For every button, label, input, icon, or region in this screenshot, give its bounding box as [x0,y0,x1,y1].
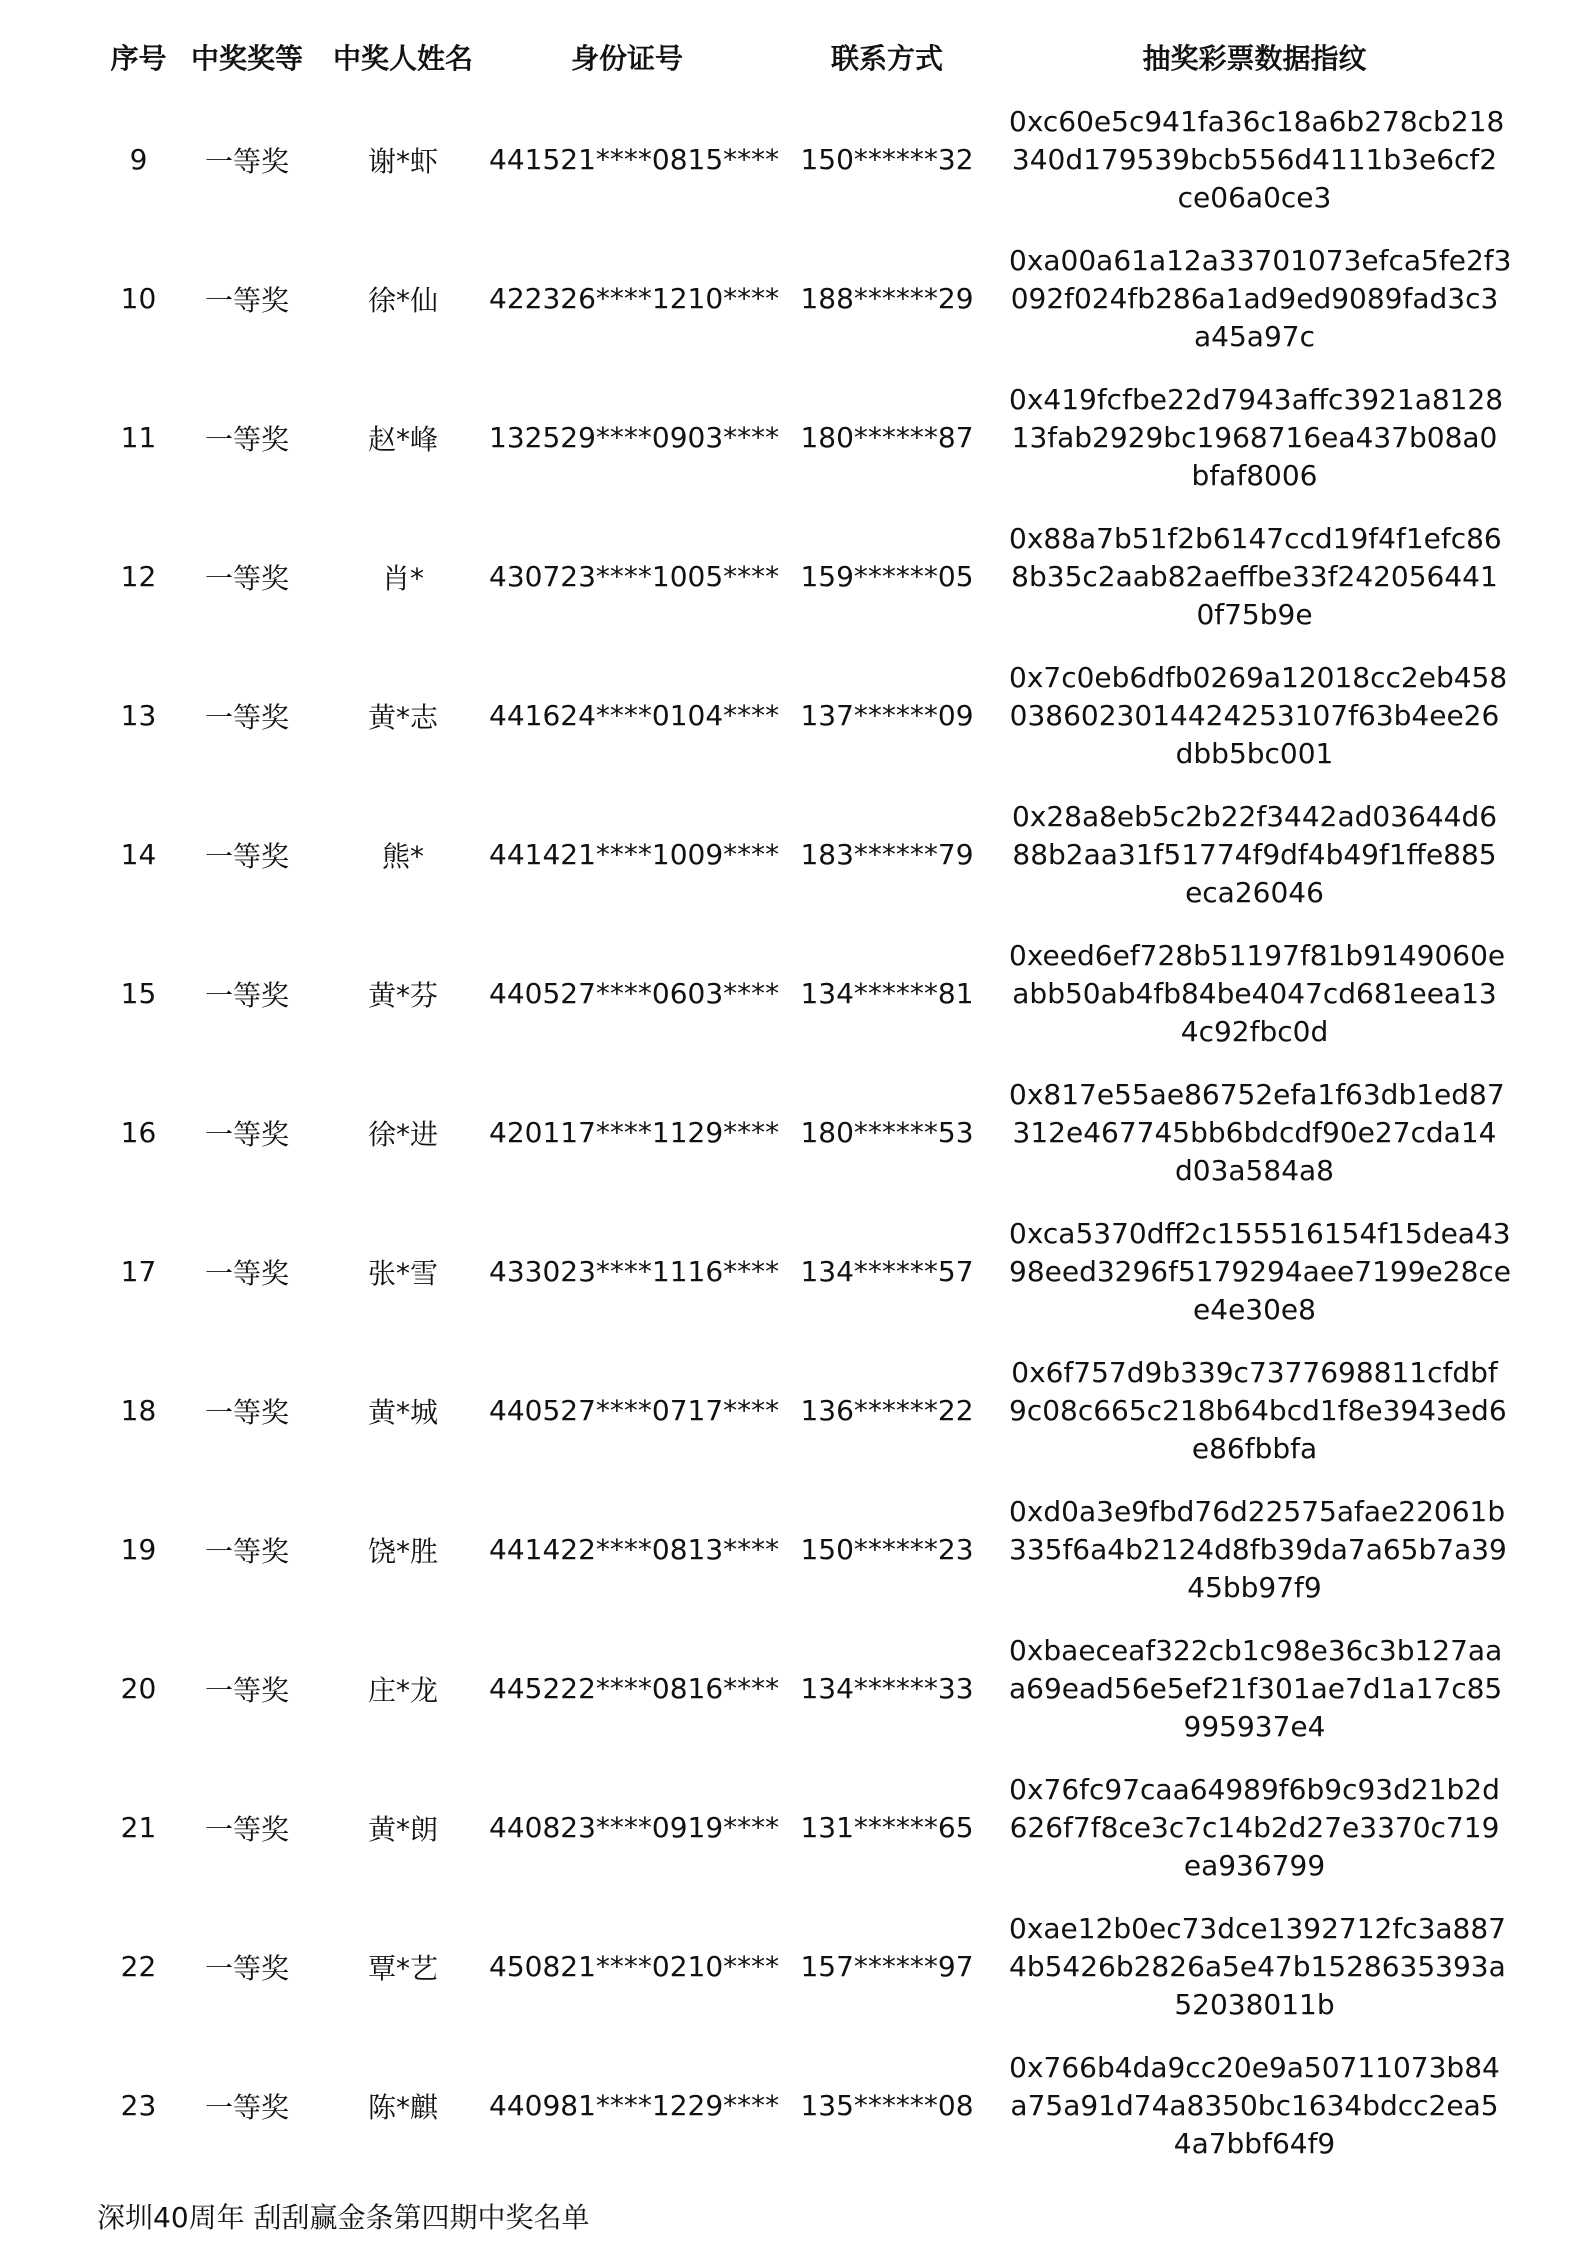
level-cell: 一等奖 [204,422,289,456]
table-row [100,924,1500,1063]
name-cell: 徐*进 [367,1117,438,1151]
fingerprint-line: 092f024fb286a1ad9ed9089fad3c3 [1010,281,1499,315]
table-row [100,1202,1500,1341]
fingerprint-line: 0x817e55ae86752efa1f63db1ed87 [1009,1077,1505,1111]
fingerprint-cell [1009,1480,1507,1619]
table-row [100,1619,1500,1758]
contact-cell: 131******65 [800,1811,974,1844]
fingerprint-cell [1009,1341,1507,1480]
fingerprint-line: 0x419fcfbe22d7943affc3921a8128 [1009,382,1504,416]
fingerprint-line: eca26046 [1185,875,1324,909]
contact-cell: 188******29 [800,282,974,315]
fingerprint-cell [1009,1063,1505,1202]
fingerprint-line: 0f75b9e [1196,597,1313,631]
level-cell: 一等奖 [204,561,289,595]
fingerprint-line: 8b35c2aab82aeffbe33f242056441 [1011,559,1498,593]
fingerprint-cell [1009,368,1504,507]
table-row [100,90,1500,229]
fingerprint-line: a75a91d74a8350bc1634bdcc2ea5 [1010,2088,1499,2122]
id-number-cell: 440823****0919**** [489,1811,780,1844]
seq-cell: 23 [120,2089,157,2122]
header-level: 中奖奖等 [190,42,303,75]
header-id-number: 身份证号 [570,42,683,75]
fingerprint-cell [1009,1758,1500,1897]
footer-title: 深圳40周年 刮刮赢金条第四期中奖名单 [97,2201,590,2234]
table-row [100,785,1500,924]
fingerprint-line: 0x6f757d9b339c7377698811cfdbf [1011,1355,1498,1389]
table-row [100,1341,1500,1480]
name-cell: 徐*仙 [367,283,438,317]
winners-table [100,24,1512,2175]
level-cell: 一等奖 [204,1395,289,1429]
fingerprint-line: 340d179539bcb556d4111b3e6cf2 [1011,142,1498,176]
fingerprint-line: bfaf8006 [1191,458,1318,492]
table-row [100,1758,1500,1897]
seq-cell: 15 [120,977,157,1010]
fingerprint-line: 88b2aa31f51774f9df4b49f1ffe885 [1012,837,1497,871]
level-cell: 一等奖 [204,1534,289,1568]
fingerprint-line: 0x28a8eb5c2b22f3442ad03644d6 [1011,799,1498,833]
fingerprint-line: e4e30e8 [1193,1292,1316,1326]
fingerprint-line: 0x7c0eb6dfb0269a12018cc2eb458 [1009,660,1508,694]
table-row [100,229,1500,368]
fingerprint-line: 0xae12b0ec73dce1392712fc3a887 [1009,1911,1506,1945]
name-cell: 张*雪 [367,1256,438,1290]
seq-cell: 17 [120,1255,157,1288]
level-cell: 一等奖 [204,978,289,1012]
contact-cell: 134******81 [800,977,974,1010]
id-number-cell: 445222****0816**** [489,1672,780,1705]
id-number-cell: 420117****1129**** [489,1116,780,1149]
fingerprint-line: 0xca5370dff2c155516154f15dea43 [1009,1216,1511,1250]
contact-cell: 183******79 [800,838,974,871]
fingerprint-line: 0xbaeceaf322cb1c98e36c3b127aa [1009,1633,1503,1667]
fingerprint-line: e86fbbfa [1191,1431,1318,1465]
seq-cell: 20 [120,1672,157,1705]
level-cell: 一等奖 [204,1951,289,1985]
header-name: 中奖人姓名 [332,42,473,75]
id-number-cell: 440527****0603**** [489,977,780,1010]
seq-cell: 11 [120,421,157,454]
fingerprint-line: 4c92fbc0d [1180,1014,1329,1048]
fingerprint-line: 995937e4 [1183,1709,1326,1743]
level-cell: 一等奖 [204,1256,289,1290]
contact-cell: 159******05 [800,560,974,593]
name-cell: 熊* [381,839,424,873]
level-cell: 一等奖 [204,700,289,734]
level-cell: 一等奖 [204,283,289,317]
id-number-cell: 433023****1116**** [489,1255,780,1288]
id-number-cell: 441521****0815**** [489,143,780,176]
header-fingerprint: 抽奖彩票数据指纹 [1142,42,1367,75]
level-cell: 一等奖 [204,1673,289,1707]
id-number-cell: 132529****0903**** [489,421,780,454]
seq-cell: 19 [120,1533,157,1566]
id-number-cell: 430723****1005**** [489,560,780,593]
name-cell: 饶*胜 [367,1534,438,1568]
fingerprint-cell [1009,924,1506,1063]
fingerprint-cell [1009,785,1500,924]
level-cell: 一等奖 [204,1117,289,1151]
fingerprint-line: ea936799 [1183,1848,1326,1882]
table-body [100,90,1512,2175]
contact-cell: 157******97 [800,1950,974,1983]
name-cell: 陈*麒 [367,2090,438,2124]
name-cell: 赵*峰 [367,422,438,456]
fingerprint-line: 312e467745bb6bdcdf90e27cda14 [1012,1115,1497,1149]
level-cell: 一等奖 [204,144,289,178]
name-cell: 黄*志 [367,700,438,734]
fingerprint-cell [1009,646,1508,785]
fingerprint-line: 0xc60e5c941fa36c18a6b278cb218 [1009,104,1505,138]
fingerprint-line: 335f6a4b2124d8fb39da7a65b7a39 [1009,1532,1507,1566]
id-number-cell: 441422****0813**** [489,1533,780,1566]
fingerprint-cell [1009,507,1500,646]
fingerprint-line: abb50ab4fb84be4047cd681eea13 [1012,976,1497,1010]
fingerprint-line: 0xeed6ef728b51197f81b9149060e [1009,938,1506,972]
fingerprint-cell [1009,2036,1500,2175]
fingerprint-line: a45a97c [1194,319,1315,353]
table-row [100,2036,1500,2175]
id-number-cell: 440527****0717**** [489,1394,780,1427]
id-number-cell: 440981****1229**** [489,2089,780,2122]
fingerprint-line: 98eed3296f5179294aee7199e28ce [1009,1254,1512,1288]
name-cell: 黄*芬 [367,978,438,1012]
contact-cell: 150******23 [800,1533,974,1566]
fingerprint-line: 13fab2929bc1968716ea437b08a0 [1011,420,1498,454]
fingerprint-line: 0386023014424253107f63b4ee26 [1009,698,1500,732]
id-number-cell: 441624****0104**** [489,699,780,732]
fingerprint-line: 4a7bbf64f9 [1173,2126,1336,2160]
table-row [100,368,1500,507]
contact-cell: 150******32 [800,143,974,176]
table-row [100,646,1500,785]
level-cell: 一等奖 [204,2090,289,2124]
fingerprint-line: 0xd0a3e9fbd76d22575afae22061b [1009,1494,1506,1528]
table-row [100,1480,1500,1619]
fingerprint-cell [1009,1619,1503,1758]
table-row [100,1063,1500,1202]
contact-cell: 180******53 [800,1116,974,1149]
fingerprint-cell [1009,1897,1506,2036]
name-cell: 黄*城 [367,1395,438,1429]
name-cell: 庄*龙 [367,1673,438,1707]
fingerprint-line: 9c08c665c218b64bcd1f8e3943ed6 [1009,1393,1507,1427]
fingerprint-line: ce06a0ce3 [1177,180,1332,214]
name-cell: 覃*艺 [367,1951,438,1985]
contact-cell: 136******22 [800,1394,974,1427]
seq-cell: 16 [120,1116,157,1149]
table-row [100,507,1500,646]
level-cell: 一等奖 [204,1812,289,1846]
table-header-row [100,24,1500,90]
id-number-cell: 450821****0210**** [489,1950,780,1983]
id-number-cell: 441421****1009**** [489,838,780,871]
seq-cell: 18 [120,1394,157,1427]
id-number-cell: 422326****1210**** [489,282,780,315]
fingerprint-line: 4b5426b2826a5e47b1528635393a [1009,1949,1506,1983]
fingerprint-cell [1009,1202,1512,1341]
seq-cell: 13 [120,699,157,732]
fingerprint-line: 52038011b [1174,1987,1335,2021]
name-cell: 肖* [381,561,424,595]
level-cell: 一等奖 [204,839,289,873]
seq-cell: 14 [120,838,157,871]
contact-cell: 134******33 [800,1672,974,1705]
fingerprint-line: 0x766b4da9cc20e9a50711073b84 [1009,2050,1500,2084]
fingerprint-line: 626f7f8ce3c7c14b2d27e3370c719 [1009,1810,1500,1844]
fingerprint-line: a69ead56e5ef21f301ae7d1a17c85 [1009,1671,1503,1705]
fingerprint-line: 45bb97f9 [1187,1570,1322,1604]
seq-cell: 10 [120,282,157,315]
seq-cell: 22 [120,1950,157,1983]
name-cell: 黄*朗 [367,1812,438,1846]
fingerprint-cell [1009,90,1505,229]
seq-cell: 9 [129,143,148,176]
fingerprint-cell [1009,229,1512,368]
name-cell: 谢*虾 [367,144,438,178]
contact-cell: 137******09 [800,699,974,732]
contact-cell: 135******08 [800,2089,974,2122]
seq-cell: 12 [120,560,157,593]
fingerprint-line: d03a584a8 [1175,1153,1334,1187]
seq-cell: 21 [120,1811,157,1844]
contact-cell: 134******57 [800,1255,974,1288]
header-contact: 联系方式 [830,42,943,75]
header-seq: 序号 [110,42,167,75]
fingerprint-line: 0x88a7b51f2b6147ccd19f4f1efc86 [1009,521,1502,555]
table-row [100,1897,1500,2036]
fingerprint-line: 0x76fc97caa64989f6b9c93d21b2d [1009,1772,1500,1806]
fingerprint-line: 0xa00a61a12a33701073efca5fe2f3 [1009,243,1512,277]
fingerprint-line: dbb5bc001 [1175,736,1334,770]
contact-cell: 180******87 [800,421,974,454]
